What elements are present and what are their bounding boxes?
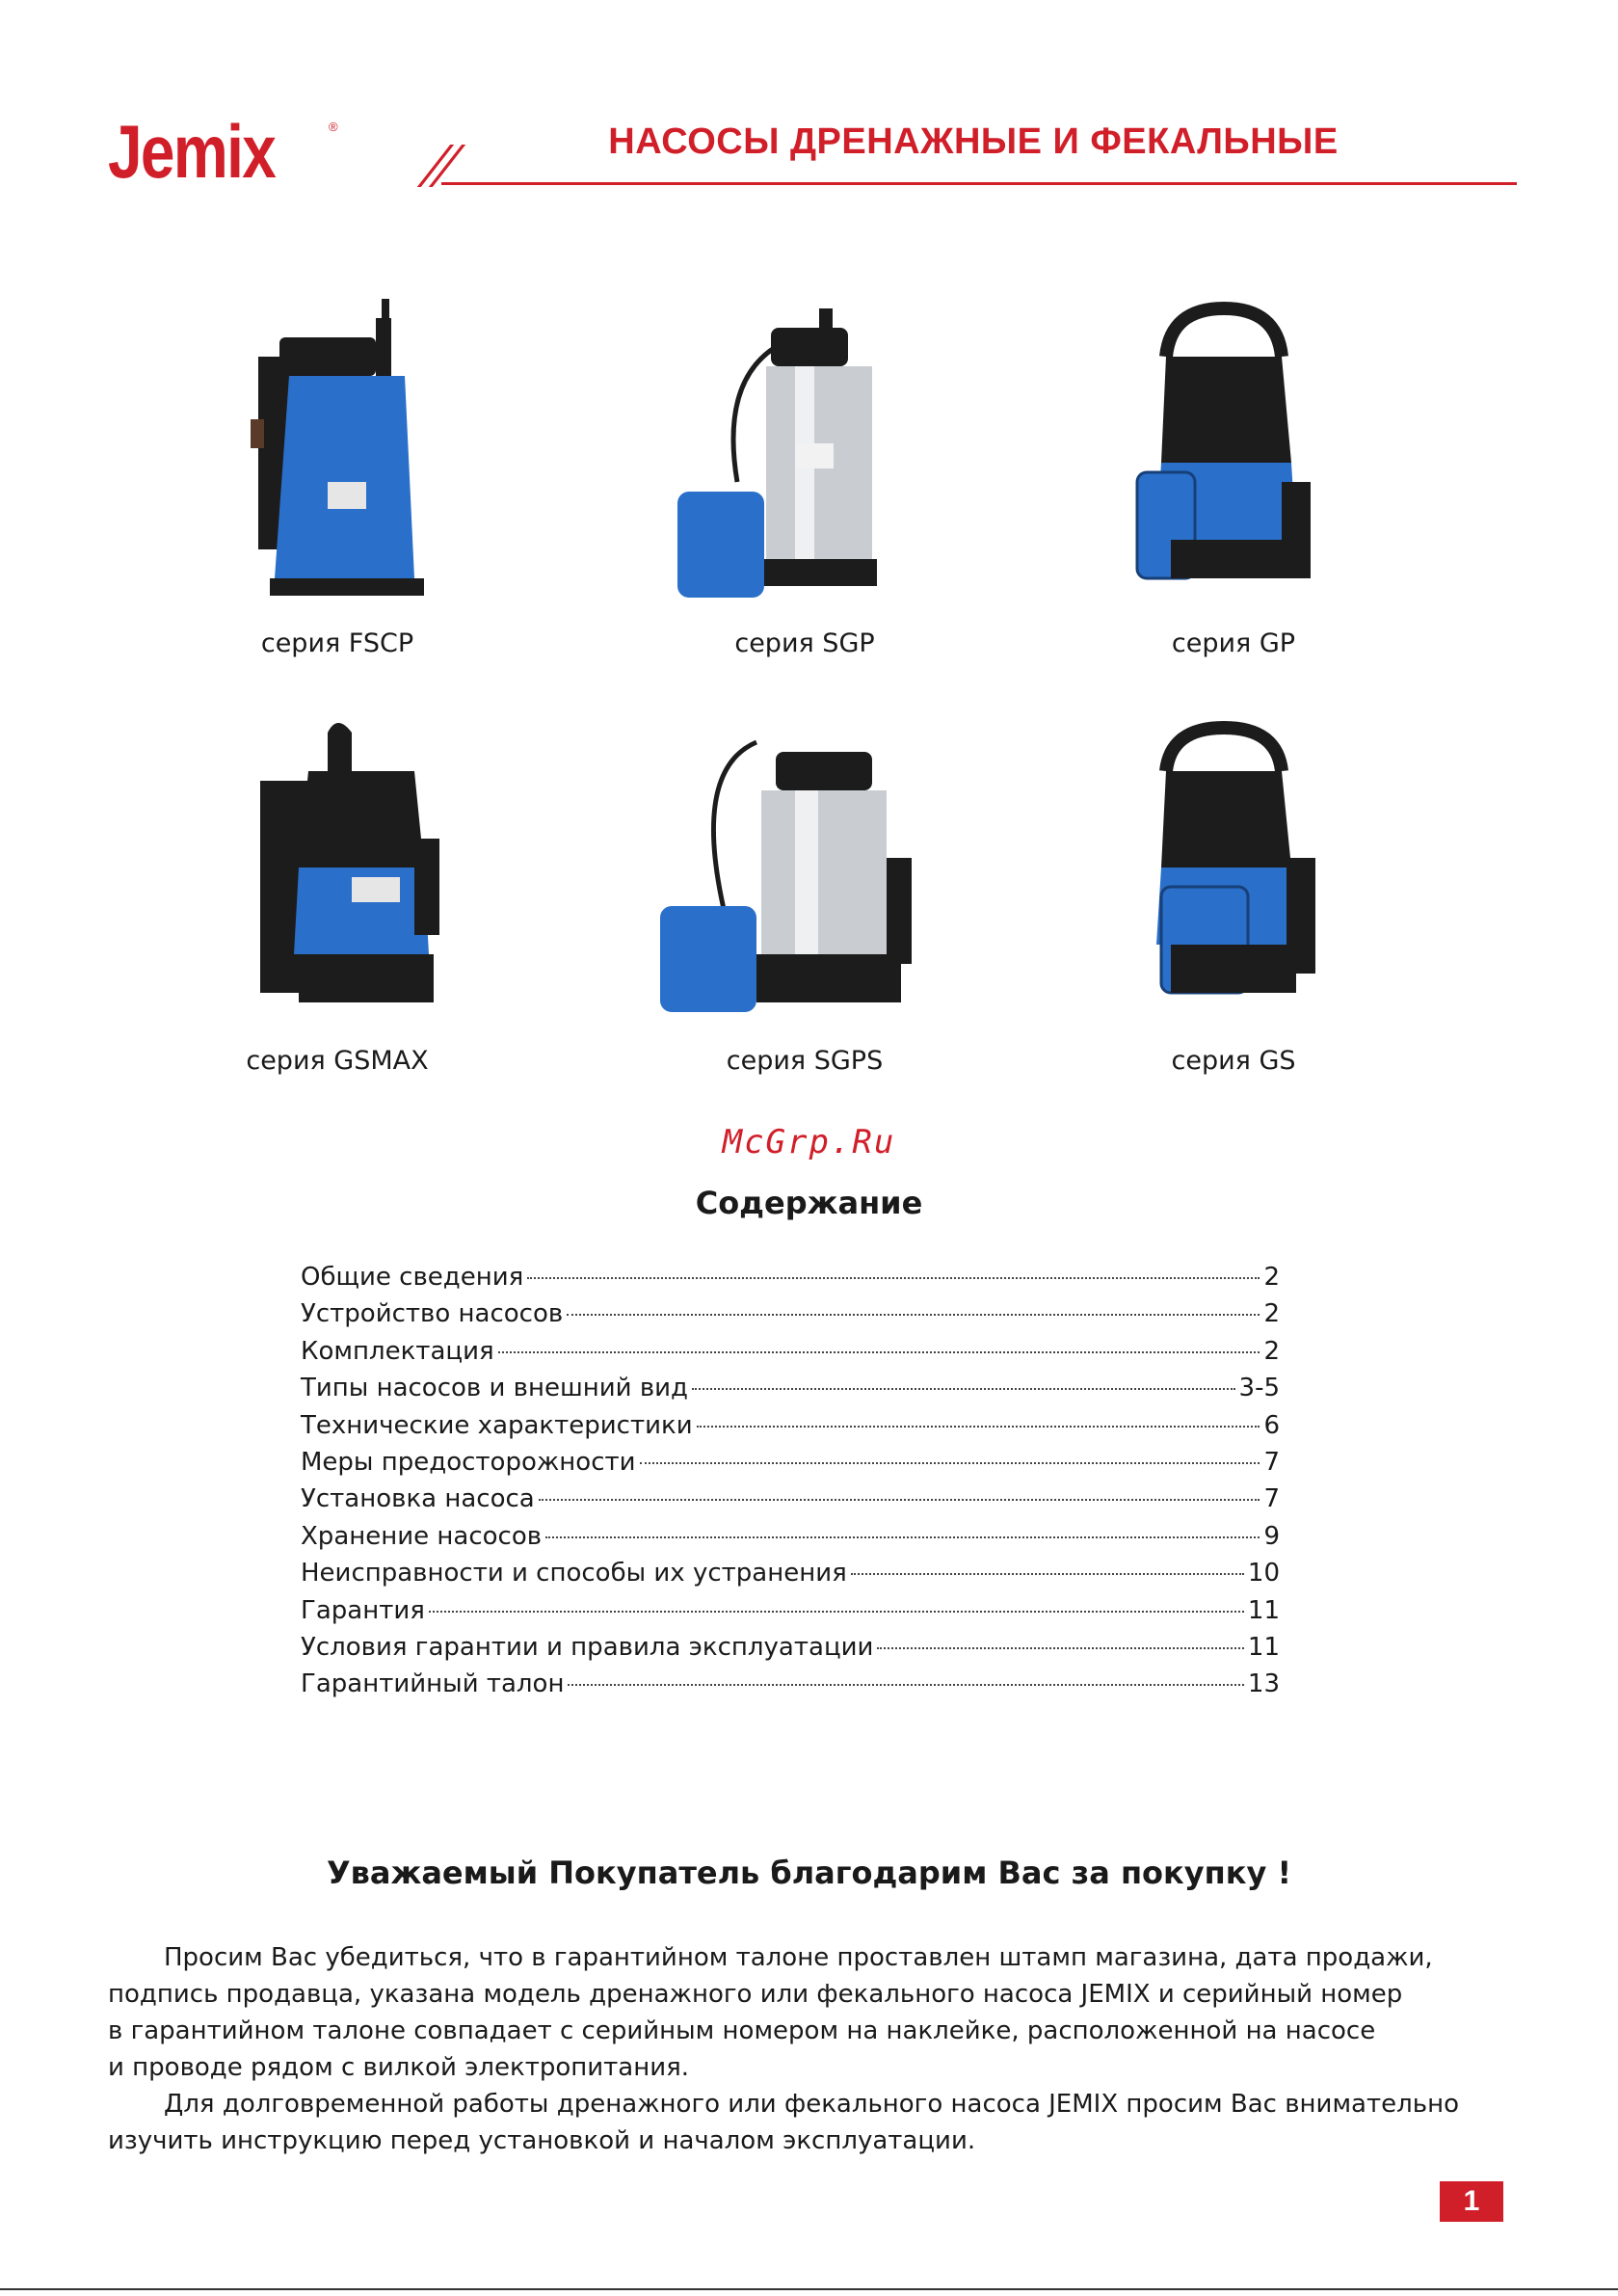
toc-item-label: Хранение насосов [301, 1521, 543, 1551]
toc-leader-dots [498, 1351, 1260, 1353]
toc-item-page: 2 [1263, 1263, 1280, 1292]
toc-leader-dots [567, 1314, 1260, 1316]
paragraph-line: Просим Вас убедиться, что в гарантийном талоне проставлен штамп магазина, дата продажи, [164, 1943, 1433, 1972]
toc-leader-dots [539, 1499, 1260, 1501]
toc-item-page: 7 [1263, 1484, 1280, 1514]
product-caption-sgps: серия SGPS [726, 1046, 884, 1076]
toc-item[interactable] [301, 1484, 1280, 1521]
pump-gs-icon [1079, 713, 1388, 1041]
paragraph-line: Для долговременной работы дренажного или фекального насоса JEMIX просим Вас внимательно [164, 2090, 1459, 2119]
toc-item[interactable] [301, 1337, 1280, 1374]
header-rule [441, 182, 1517, 185]
toc-item-page: 2 [1263, 1299, 1280, 1329]
paragraph-line: в гарантийном талоне совпадает с серийным номером на наклейке, расположенной на насосе [108, 2016, 1376, 2045]
registered-mark: ® [329, 120, 338, 134]
product-caption-gs: серия GS [1171, 1046, 1296, 1076]
greeting-paragraph-2 [108, 2086, 1525, 2159]
toc-item-page: 10 [1247, 1559, 1280, 1589]
toc-item-page: 6 [1263, 1410, 1280, 1440]
toc-leader-dots [697, 1426, 1260, 1428]
product-caption-sgp: серия SGP [734, 628, 875, 658]
toc-item[interactable] [301, 1299, 1280, 1336]
greeting-paragraph-1 [108, 1939, 1525, 2086]
toc-item-page: 13 [1247, 1669, 1280, 1699]
toc-item-page: 11 [1247, 1632, 1280, 1662]
toc-item-page: 3-5 [1238, 1374, 1280, 1403]
toc-item[interactable] [301, 1522, 1280, 1559]
toc-item-label: Комплектация [301, 1336, 494, 1366]
toc-item[interactable] [301, 1596, 1280, 1633]
jemix-logo: Jemix [108, 109, 276, 194]
toc-item[interactable] [301, 1559, 1280, 1595]
page-number: 1 [1440, 2181, 1503, 2222]
toc-item-label: Устройство насосов [301, 1299, 564, 1329]
toc-leader-dots [429, 1611, 1244, 1613]
product-caption-gsmax: серия GSMAX [246, 1046, 429, 1076]
toc-item-label: Неисправности и способы их устранения [301, 1559, 847, 1589]
pump-sgp-icon [650, 289, 959, 617]
toc-leader-dots [568, 1684, 1243, 1686]
watermark: McGrp.Ru [722, 1123, 896, 1161]
toc-item-label: Гарантия [301, 1595, 425, 1625]
product-caption-gp: серия GP [1171, 628, 1296, 658]
toc-item[interactable] [301, 1448, 1280, 1484]
toc-item-page: 2 [1263, 1336, 1280, 1366]
toc-title: Содержание [695, 1185, 923, 1221]
pump-gp-icon [1079, 289, 1388, 617]
toc-item[interactable] [301, 1411, 1280, 1448]
table-of-contents [301, 1263, 1280, 1707]
toc-item-label: Технические характеристики [301, 1410, 693, 1440]
product-caption-fscp: серия FSCP [260, 628, 414, 658]
toc-item-label: Общие сведения [301, 1263, 524, 1292]
toc-item[interactable] [301, 1374, 1280, 1410]
toc-leader-dots [545, 1536, 1260, 1538]
page-title: НАСОСЫ ДРЕНАЖНЫЕ И ФЕКАЛЬНЫЕ [608, 121, 1339, 162]
toc-item[interactable] [301, 1669, 1280, 1706]
toc-leader-dots [692, 1388, 1235, 1390]
toc-item-label: Установка насоса [301, 1484, 535, 1514]
toc-item-label: Меры предосторожности [301, 1447, 636, 1477]
toc-item[interactable] [301, 1633, 1280, 1669]
paragraph-line: подпись продавца, указана модель дренажного или фекального насоса JEMIX и серийный номер [108, 1980, 1403, 2009]
footer-rule [0, 2288, 1618, 2290]
toc-item-page: 9 [1263, 1521, 1280, 1551]
toc-leader-dots [851, 1573, 1244, 1575]
paragraph-line: изучить инструкцию перед установкой и началом эксплуатации. [108, 2126, 976, 2155]
pump-sgps-icon [650, 713, 959, 1041]
toc-item-label: Типы насосов и внешний вид [301, 1374, 689, 1403]
toc-item-page: 11 [1247, 1595, 1280, 1625]
toc-item-label: Условия гарантии и правила эксплуатации [301, 1632, 874, 1662]
pump-fscp-icon [183, 289, 491, 617]
toc-leader-dots [527, 1277, 1260, 1279]
toc-leader-dots [640, 1462, 1260, 1464]
paragraph-line: и проводе рядом с вилкой электропитания. [108, 2053, 690, 2082]
toc-item[interactable] [301, 1263, 1280, 1299]
toc-item-label: Гарантийный талон [301, 1669, 565, 1699]
toc-leader-dots [877, 1647, 1243, 1649]
greeting-title: Уважаемый Покупатель благодарим Вас за покупку ! [326, 1855, 1292, 1891]
toc-item-page: 7 [1263, 1447, 1280, 1477]
pump-gsmax-icon [183, 713, 491, 1041]
